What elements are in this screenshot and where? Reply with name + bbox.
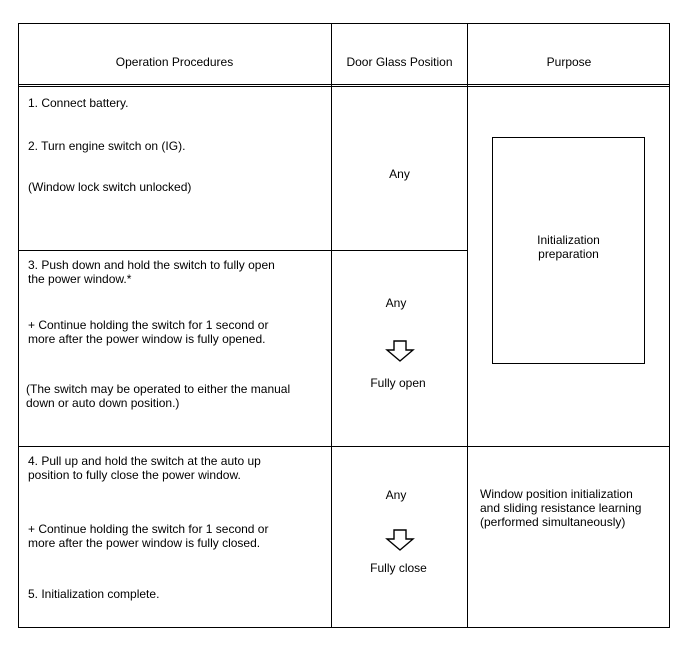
step-3-continue-line2: more after the power window is fully opened.	[28, 332, 266, 346]
step-3-line1: 3. Push down and hold the switch to fully open	[28, 258, 275, 272]
step-4-line1: 4. Pull up and hold the switch at the auto up	[28, 454, 261, 468]
position-any: Any	[389, 167, 410, 181]
step-2-note: (Window lock switch unlocked)	[28, 180, 192, 194]
down-arrow-icon	[385, 529, 415, 551]
header-divider	[18, 86, 670, 87]
step-4-continue-line1: + Continue holding the switch for 1 second or	[28, 522, 269, 536]
header-door-glass-position: Door Glass Position	[346, 55, 453, 69]
step-4-line2: position to fully close the power window.	[28, 468, 241, 482]
position-any: Any	[385, 296, 407, 310]
header-purpose: Purpose	[546, 55, 592, 69]
purpose-learning-line3: (performed simultaneously)	[480, 515, 626, 529]
header-divider	[18, 84, 670, 85]
step-2: 2. Turn engine switch on (IG).	[28, 139, 186, 153]
step-4-continue-line2: more after the power window is fully closed.	[28, 536, 261, 550]
purpose-learning-line2: and sliding resistance learning	[480, 501, 642, 515]
position-any: Any	[385, 488, 407, 502]
row-divider	[18, 250, 468, 251]
purpose-initialization-line2: preparation	[538, 247, 599, 261]
position-fully-close: Fully close	[370, 561, 427, 575]
step-5: 5. Initialization complete.	[28, 587, 160, 601]
column-divider	[467, 23, 468, 628]
step-3-note-line1: (The switch may be operated to either the manual	[26, 382, 291, 396]
step-1: 1. Connect battery.	[28, 96, 129, 110]
purpose-learning-line1: Window position initialization	[480, 487, 633, 501]
step-3-continue-line1: + Continue holding the switch for 1 second or	[28, 318, 269, 332]
column-divider	[331, 23, 332, 628]
step-3-note-line2: down or auto down position.)	[26, 396, 180, 410]
row-divider	[18, 446, 670, 447]
step-3-line2: the power window.*	[28, 272, 132, 286]
purpose-initialization-line1: Initialization	[537, 233, 600, 247]
header-operation-procedures: Operation Procedures	[115, 55, 234, 69]
position-fully-open: Fully open	[370, 376, 426, 390]
down-arrow-icon	[385, 340, 415, 362]
